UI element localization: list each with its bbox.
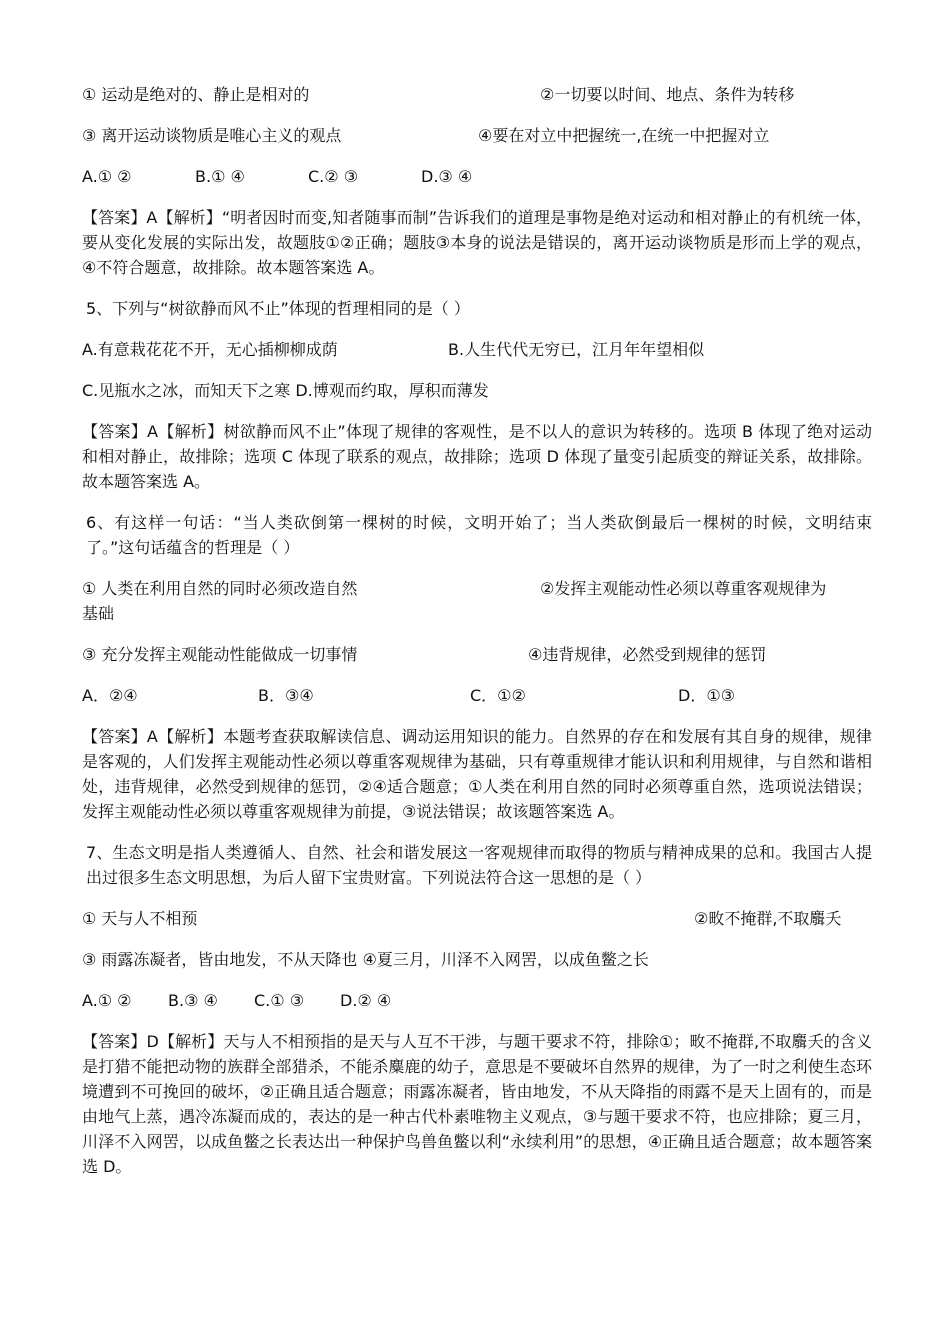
q4-options — [82, 164, 872, 189]
document-page — [82, 82, 872, 1195]
q7-statement-1: ① 天与人不相预 — [82, 909, 198, 928]
q4-statement-1: ① 运动是绝对的、静止是相对的 — [82, 85, 310, 104]
q6-statement-2: ②发挥主观能动性必须以尊重客观规律为 — [540, 579, 827, 598]
q7-option-c: C.① ③ — [254, 991, 305, 1010]
q4-statement-3: ③ 离开运动谈物质是唯心主义的观点 — [82, 126, 342, 145]
q4-statement-4: ④要在对立中把握统一,在统一中把握对立 — [478, 126, 770, 145]
q5-stem: 5、下列与“树欲静而风不止”体现的哲理相同的是（ ） — [86, 299, 470, 318]
q6-statement-1: ① 人类在利用自然的同时必须改造自然 — [82, 579, 358, 598]
q7-option-d: D.② ④ — [340, 991, 392, 1010]
q4-option-d: D.③ ④ — [421, 167, 473, 186]
q6-option-c: C．①② — [470, 686, 526, 705]
q6-statement-3: ③ 充分发挥主观能动性能做成一切事情 — [82, 645, 358, 664]
q7-statement-2: ②畋不掩群,不取麛夭 — [694, 909, 842, 928]
q7-statements-row-2: ③ 雨露冻凝者，皆由地发，不从天降也 ④夏三月，川泽不入网罟，以成鱼鳖之长 — [82, 950, 649, 969]
q6-statements-row-1 — [82, 576, 872, 626]
q5-answer-explanation: 【答案】A【解析】树欲静而风不止”体现了规律的客观性，是不以人的意识为转移的。选项 B 体现了绝对运动和相对静止，故排除；选项 C 体现了联系的观点，故排除；选项 D 体现了量变引起质变的辩证关系，故排除。故本题答案选 A。 — [82, 422, 872, 491]
q4-option-c: C.② ③ — [308, 167, 359, 186]
q6-statement-2-continued: 基础 — [82, 604, 115, 623]
q7-options — [82, 988, 872, 1013]
q7-stem: 7、生态文明是指人类遵循人、自然、社会和谐发展这一客观规律而取得的物质与精神成果的总和。我国古人提出过很多生态文明思想，为后人留下宝贵财富。下列说法符合这一思想的是（ ） — [86, 843, 872, 887]
q4-answer-explanation: 【答案】A【解析】“明者因时而变,知者随事而制”告诉我们的道理是事物是绝对运动和相对静止的有机统一体，要从变化发展的实际出发，故题肢①②正确；题肢③本身的说法是错误的，离开运动谈物质是形而上学的观点，④不符合题意，故排除。故本题答案选 A。 — [82, 208, 872, 277]
q7-answer-explanation: 【答案】D【解析】天与人不相预指的是天与人互不干涉，与题干要求不符，排除①；畋不掩群,不取麛夭的含义是打猎不能把动物的族群全部猎杀，不能杀麋鹿的幼子，意思是不要破坏自然界的规律，为了一时之利使生态环境遭到不可挽回的破坏，②正确且适合题意；雨露冻凝者，皆由地发，不从天降指的雨露不是天上固有的，而是由地气上蒸，遇冷冻凝而成的，表达的是一种古代朴素唯物主义观点，③与题干要求不符，也应排除；夏三月，川泽不入网罟，以成鱼鳖之长表达出一种保护鸟兽鱼鳖以利“永续利用”的思想，④正确且适合题意；故本题答案选 D。 — [82, 1032, 872, 1176]
q7-option-b: B.③ ④ — [168, 991, 218, 1010]
q6-stem: 6、有这样一句话：“当人类砍倒第一棵树的时候，文明开始了；当人类砍倒最后一棵树的时候，文明结束了。”这句话蕴含的哲理是（ ） — [86, 513, 872, 557]
q5-option-a: A.有意栽花花不开，无心插柳柳成荫 — [82, 340, 338, 359]
q6-answer-explanation: 【答案】A【解析】本题考查获取解读信息、调动运用知识的能力。自然界的存在和发展有其自身的规律，规律是客观的，人们发挥主观能动性必须以尊重客观规律为基础，只有尊重规律才能认识和利用规律，与自然和谐相处，违背规律，必然受到规律的惩罚，②④适合题意；①人类在利用自然的同时必须尊重自然，选项说法错误；发挥主观能动性必须以尊重客观规律为前提，③说法错误；故该题答案选 A。 — [82, 727, 872, 821]
q6-statements-row-2 — [82, 642, 872, 667]
q6-statement-4: ④违背规律，必然受到规律的惩罚 — [528, 645, 767, 664]
q6-options — [82, 683, 872, 708]
q5-options-row-1 — [82, 337, 872, 362]
q6-option-d: D．①③ — [678, 686, 736, 705]
q5-option-b: B.人生代代无穷已，江月年年望相似 — [448, 340, 705, 359]
q4-option-b: B.① ④ — [195, 167, 245, 186]
q4-statement-2: ②一切要以时间、地点、条件为转移 — [540, 85, 795, 104]
q7-option-a: A.① ② — [82, 991, 132, 1010]
q5-options-row-2: C.见瓶水之冰，而知天下之寒 D.博观而约取，厚积而薄发 — [82, 381, 489, 400]
q6-option-a: A．②④ — [82, 686, 138, 705]
q4-option-a: A.① ② — [82, 167, 132, 186]
q4-statements-row-1 — [82, 82, 872, 107]
q7-statements-row-1 — [82, 906, 872, 931]
q4-statements-row-2 — [82, 123, 872, 148]
q6-option-b: B．③④ — [258, 686, 314, 705]
